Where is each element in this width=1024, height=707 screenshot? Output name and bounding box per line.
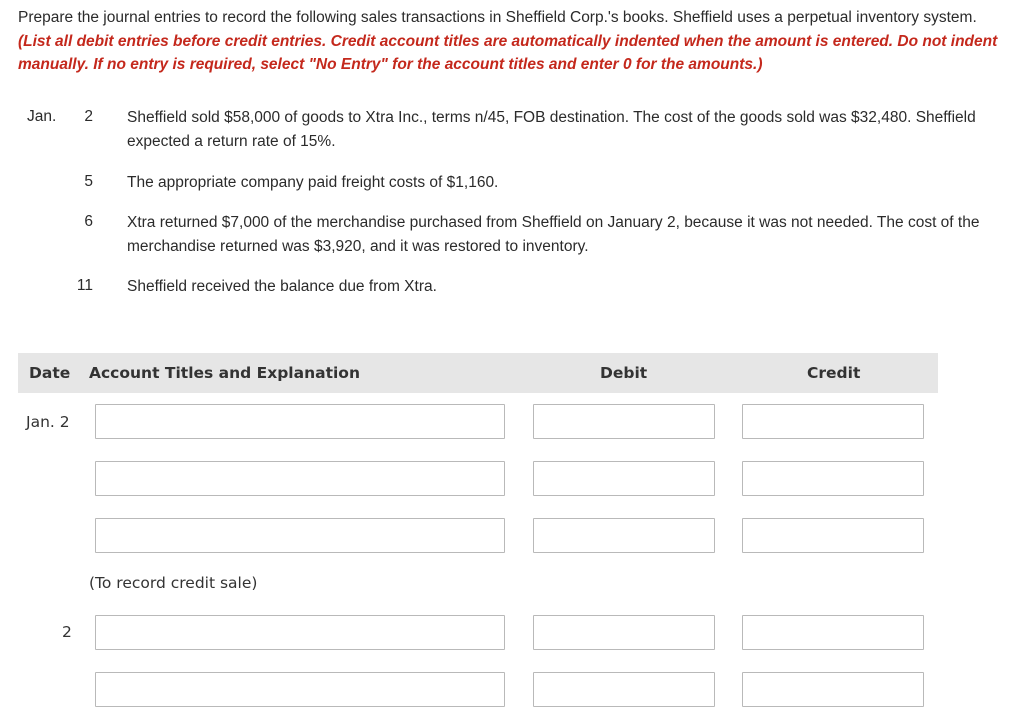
- account-title-input[interactable]: [95, 518, 505, 553]
- transaction-text: Sheffield received the balance due from Xtra.: [127, 278, 437, 295]
- account-title-input[interactable]: [95, 404, 505, 439]
- entry-explanation: (To record credit sale): [89, 574, 258, 592]
- transaction-day: 11: [76, 277, 93, 294]
- transaction-day: 5: [84, 173, 93, 190]
- debit-amount-input[interactable]: [533, 461, 715, 496]
- instructions-emphasis: (List all debit entries before credit entries. Credit account titles are automatically indented when the amount is entered. Do not indent manually. If no entry is required, select "No Entry" for the account titles and enter 0 for the amounts.): [18, 32, 998, 73]
- date-column-header: Date: [29, 364, 71, 382]
- entry-date: Jan. 2: [26, 413, 70, 431]
- debit-amount-input[interactable]: [533, 615, 715, 650]
- credit-amount-input[interactable]: [742, 404, 924, 439]
- transaction-day: 6: [84, 213, 93, 230]
- credit-amount-input[interactable]: [742, 461, 924, 496]
- instructions: [18, 6, 1008, 77]
- transaction-day: 2: [84, 108, 93, 125]
- credit-amount-input[interactable]: [742, 672, 924, 707]
- instructions-text: Prepare the journal entries to record the following sales transactions in Sheffield Corp.'s books. Sheffield uses a perpetual inventory system.: [18, 9, 977, 26]
- transaction-text: The appropriate company paid freight costs of $1,160.: [127, 174, 499, 191]
- debit-amount-input[interactable]: [533, 518, 715, 553]
- account-column-header: Account Titles and Explanation: [89, 364, 360, 382]
- account-title-input[interactable]: [95, 615, 505, 650]
- entry-date: 2: [62, 623, 72, 641]
- transaction-text: Xtra returned $7,000 of the merchandise purchased from Sheffield on January 2, because it was not needed. The cost of the merchandise returned was $3,920, and it was restored to inventory.: [127, 214, 980, 255]
- transaction-month: Jan.: [27, 108, 57, 125]
- transaction-text: Sheffield sold $58,000 of goods to Xtra Inc., terms n/45, FOB destination. The cost of the goods sold was $32,480. Sheffield expected a return rate of 15%.: [127, 109, 976, 150]
- credit-amount-input[interactable]: [742, 518, 924, 553]
- credit-amount-input[interactable]: [742, 615, 924, 650]
- debit-amount-input[interactable]: [533, 404, 715, 439]
- debit-amount-input[interactable]: [533, 672, 715, 707]
- journal-header: [18, 353, 938, 393]
- account-title-input[interactable]: [95, 461, 505, 496]
- account-title-input[interactable]: [95, 672, 505, 707]
- debit-column-header: Debit: [600, 364, 648, 382]
- credit-column-header: Credit: [807, 364, 861, 382]
